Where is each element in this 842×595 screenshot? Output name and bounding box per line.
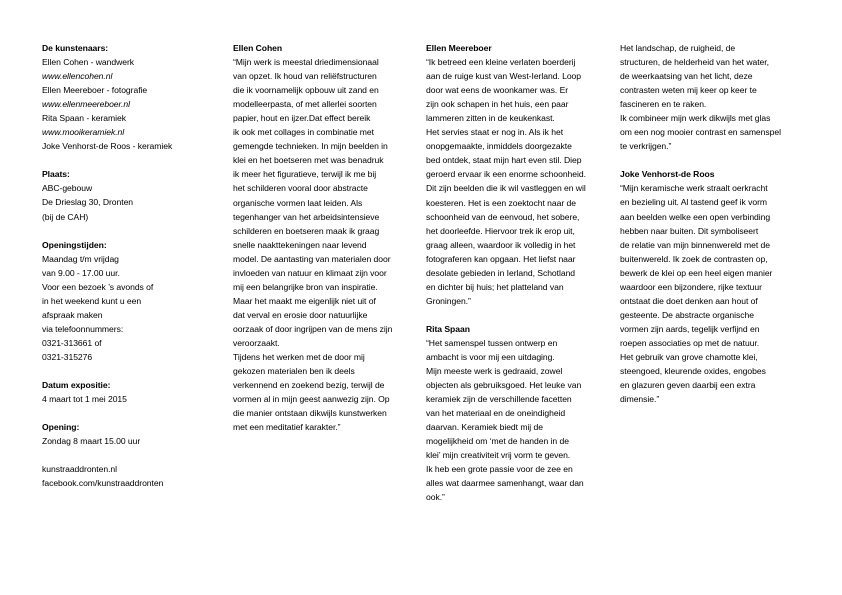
text-line: de weerkaatsing van het licht, deze [620, 71, 753, 82]
text-line: “Mijn keramische werk straalt oerkracht [620, 183, 768, 194]
text-line: met een meditatief karakter.” [233, 422, 341, 433]
artist-name-heading: Rita Spaan [426, 323, 470, 334]
text-line: contrasten weten mij keer op keer te [620, 85, 757, 96]
meereboer-spaan-column [426, 41, 607, 505]
text-line: het schilderen vooral door abstracte [233, 183, 368, 194]
hours-line: Voor een bezoek ’s avonds of [42, 281, 154, 292]
phone-number: 0321-313661 of [42, 337, 102, 348]
hours-heading: Openingstijden: [42, 239, 107, 250]
text-line: koesteren. Het is een zoektocht naar de [426, 197, 576, 208]
artist-website-link[interactable]: www.mooikeramiek.nl [42, 127, 125, 138]
artist-name-heading: Ellen Cohen [233, 43, 283, 53]
place-line: (bij de CAH) [42, 211, 89, 222]
text-line: desolate gebieden in Ierland, Schotland [426, 267, 576, 278]
text-line: verkennend en zoekend bezig, terwijl de [233, 380, 385, 391]
text-line: ambacht is voor mij een uitdaging. [426, 351, 555, 362]
hours-line: via telefoonnummers: [42, 323, 124, 334]
text-line: het doorleefde. Hiervoor trek ik erop uit, [426, 225, 575, 236]
place-line: De Drieslag 30, Dronten [42, 197, 134, 208]
text-line: Ik combineer mijn werk dikwijls met glas [620, 113, 771, 124]
statement-text [426, 336, 607, 505]
text-line: Tijdens het werken met de door mij [233, 352, 365, 363]
dates-section [42, 378, 207, 406]
artist-line: Joke Venhorst-de Roos - keramiek [42, 141, 173, 152]
statement-text [426, 55, 607, 308]
place-line: ABC-gebouw [42, 183, 93, 194]
text-line: structuren, de helderheid van het water, [620, 57, 769, 68]
text-line: klei en het boetseren met was benadruk [233, 155, 384, 166]
text-line: buitenwereld. Ik zoek de contrasten op, [620, 253, 768, 264]
joke-venhorst-section [620, 167, 804, 406]
text-line: vormen zijn aards, tegelijk verfijnd en [620, 323, 760, 334]
text-line: Het servies staat er nog in. Als ik het [426, 127, 564, 138]
text-line: en dichter bij huis; het platteland van [426, 281, 564, 292]
text-line: dat verval en erosie door natuurlijke [233, 309, 368, 320]
text-line: daarvan. Keramiek biedt mij de [426, 422, 543, 433]
artist-website-link[interactable]: www.ellenmeereboer.nl [42, 99, 130, 110]
ellen-meereboer-section [426, 41, 607, 308]
artist-line: Ellen Cohen - wandwerk [42, 57, 135, 68]
artist-name-heading: Joke Venhorst-de Roos [620, 169, 715, 180]
text-line: graag alleen, waardoor ik volledig in het [426, 239, 576, 250]
venhorst-column [620, 41, 804, 406]
text-line: waardoor een bijzondere, rijke textuur [620, 281, 762, 292]
dates-line: 4 maart tot 1 mei 2015 [42, 394, 127, 405]
text-line: lammeren zitten in de keukenkast. [426, 113, 555, 124]
text-line: veroorzaakt. [233, 337, 280, 348]
text-line: organische vormen laat leiden. Als [233, 197, 363, 208]
statement-text [233, 55, 411, 434]
text-line: te verkrijgen.” [620, 141, 672, 152]
artist-line: Ellen Meereboer - fotografie [42, 85, 148, 96]
artists-section [42, 41, 207, 153]
artists-heading: De kunstenaars: [42, 43, 109, 53]
opening-heading: Opening: [42, 422, 80, 433]
hours-line: Maandag t/m vrijdag [42, 253, 119, 264]
opening-line: Zondag 8 maart 15.00 uur [42, 436, 141, 447]
hours-line: in het weekend kunt u een [42, 295, 142, 306]
text-line: schoonheid van de eenvoud, het sobere, [426, 211, 580, 222]
text-line: alles wat daarmee samenhangt, waar dan [426, 478, 584, 489]
artist-name-heading: Ellen Meereboer [426, 43, 492, 53]
text-line: objecten als gebruiksgoed. Het leuke van [426, 380, 582, 391]
text-line: Ik heb een grote passie voor de zee en [426, 464, 573, 475]
facebook-link[interactable]: facebook.com/kunstraaddronten [42, 478, 164, 489]
place-heading: Plaats: [42, 169, 70, 180]
text-line: klei’ mijn creativiteit vrij vorm te geven. [426, 450, 571, 461]
text-line: Dit zijn beelden die ik wil vastleggen en wil [426, 183, 586, 194]
text-line: ontstaat die doet denken aan hout of [620, 295, 758, 306]
text-line: en bezieling uit. Al tastend geef ik vorm [620, 197, 767, 208]
text-line: van het materiaal en de oneindigheid [426, 408, 566, 419]
rita-spaan-section [426, 322, 607, 505]
text-line: om een nog mooier contrast en samenspel [620, 127, 781, 138]
text-line: steengoed, kleurende oxides, engobes [620, 366, 766, 377]
ellen-cohen-section [233, 41, 411, 434]
text-line: bewerk de klei op een heel eigen manier [620, 267, 773, 278]
text-line: dimensie.” [620, 394, 660, 405]
text-line: fascineren en te raken. [620, 99, 707, 110]
statement-text [620, 41, 804, 153]
website-link[interactable]: kunstraaddronten.nl [42, 464, 118, 475]
hours-line: van 9.00 - 17.00 uur. [42, 267, 120, 278]
text-line: aan de ruige kust van West-Ierland. Loop [426, 71, 582, 82]
text-line: vormen al in mijn geest aanwezig zijn. Op [233, 394, 390, 405]
text-line: door wat eens de woonkamer was. Er [426, 85, 569, 96]
text-line: ik ook met collages in combinatie met [233, 127, 374, 138]
text-line: gesteente. De abstracte organische [620, 309, 754, 320]
artist-line: Rita Spaan - keramiek [42, 113, 126, 124]
phone-number: 0321-315276 [42, 351, 93, 362]
text-line: snelle naakttekeningen naar levend [233, 239, 367, 250]
text-line: tegenhanger van het arbeidsintensieve [233, 211, 380, 222]
text-line: oorzaak of door ingrijpen van de mens zijn [233, 323, 393, 334]
statement-text [620, 181, 804, 406]
text-line: zijn ook schapen in het huis, een paar [426, 99, 569, 110]
place-section [42, 167, 207, 223]
dates-heading: Datum expositie: [42, 379, 111, 390]
text-line: “Het samenspel tussen ontwerp en [426, 337, 558, 348]
text-line: roepen associaties op met de natuur. [620, 337, 760, 348]
text-line: de relatie van mijn binnenwereld met de [620, 239, 770, 250]
text-line: die manier ontstaan dikwijls kunstwerken [233, 408, 387, 419]
text-line: onopgemaakte, inmiddels doorgezakte [426, 141, 572, 152]
text-line: die ik voornamelijk opbouw uit zand en [233, 85, 379, 96]
opening-section [42, 420, 207, 448]
text-line: mij een belangrijke bron van inspiratie. [233, 281, 378, 292]
hours-section [42, 238, 207, 364]
text-line: Het landschap, de ruigheid, de [620, 43, 736, 53]
text-line: hebben naar buiten. Dit symboliseert [620, 225, 759, 236]
text-line: gekozen materialen ben ik deels [233, 366, 355, 377]
text-line: Maar het maakt me eigenlijk niet uit of [233, 295, 376, 306]
text-line: invloeden van natuur en klimaat zijn voor [233, 267, 387, 278]
text-line: fotograferen kan opgaan. Het liefst naar [426, 253, 576, 264]
text-line: papier, hout en ijzer.Dat effect bereik [233, 113, 371, 124]
text-line: keramiek zijn de verschillende facetten [426, 394, 572, 405]
text-line: ook.” [426, 492, 445, 503]
text-line: “Mijn werk is meestal driedimensionaal [233, 57, 379, 68]
hours-line: afspraak maken [42, 309, 103, 320]
text-line: modelleerpasta, of met allerlei soorten [233, 99, 377, 110]
text-line: Mijn meeste werk is gedraaid, zowel [426, 366, 563, 377]
text-line: geroerd ervaar ik een enorme schoonheid. [426, 169, 586, 180]
text-line: model. De aantasting van materialen door [233, 253, 391, 264]
artist-website-link[interactable]: www.ellencohen.nl [42, 71, 113, 82]
links-section [42, 462, 207, 490]
text-line: gemengde technieken. In mijn beelden in [233, 141, 388, 152]
text-line: mogelijkheid om ‘met de handen in de [426, 436, 569, 447]
text-line: Groningen.” [426, 295, 471, 306]
ellen-cohen-column [233, 41, 411, 434]
text-line: schilderen en boetseren maak ik graag [233, 225, 380, 236]
text-line: en glazuren geven daarbij een extra [620, 380, 756, 391]
text-line: aan beelden welke een open verbinding [620, 211, 771, 222]
info-column [42, 41, 207, 490]
text-line: “Ik betreed een kleine verlaten boerderij [426, 57, 576, 68]
text-line: ik meer het figuratieve, terwijl ik me bij [233, 169, 377, 180]
rita-spaan-continued [620, 41, 804, 153]
text-line: van opzet. Ik houd van reliëfstructuren [233, 71, 377, 82]
text-line: bed ontdek, staat mijn hart even stil. Diep [426, 155, 582, 166]
text-line: Het gebruik van grove chamotte klei, [620, 351, 758, 362]
